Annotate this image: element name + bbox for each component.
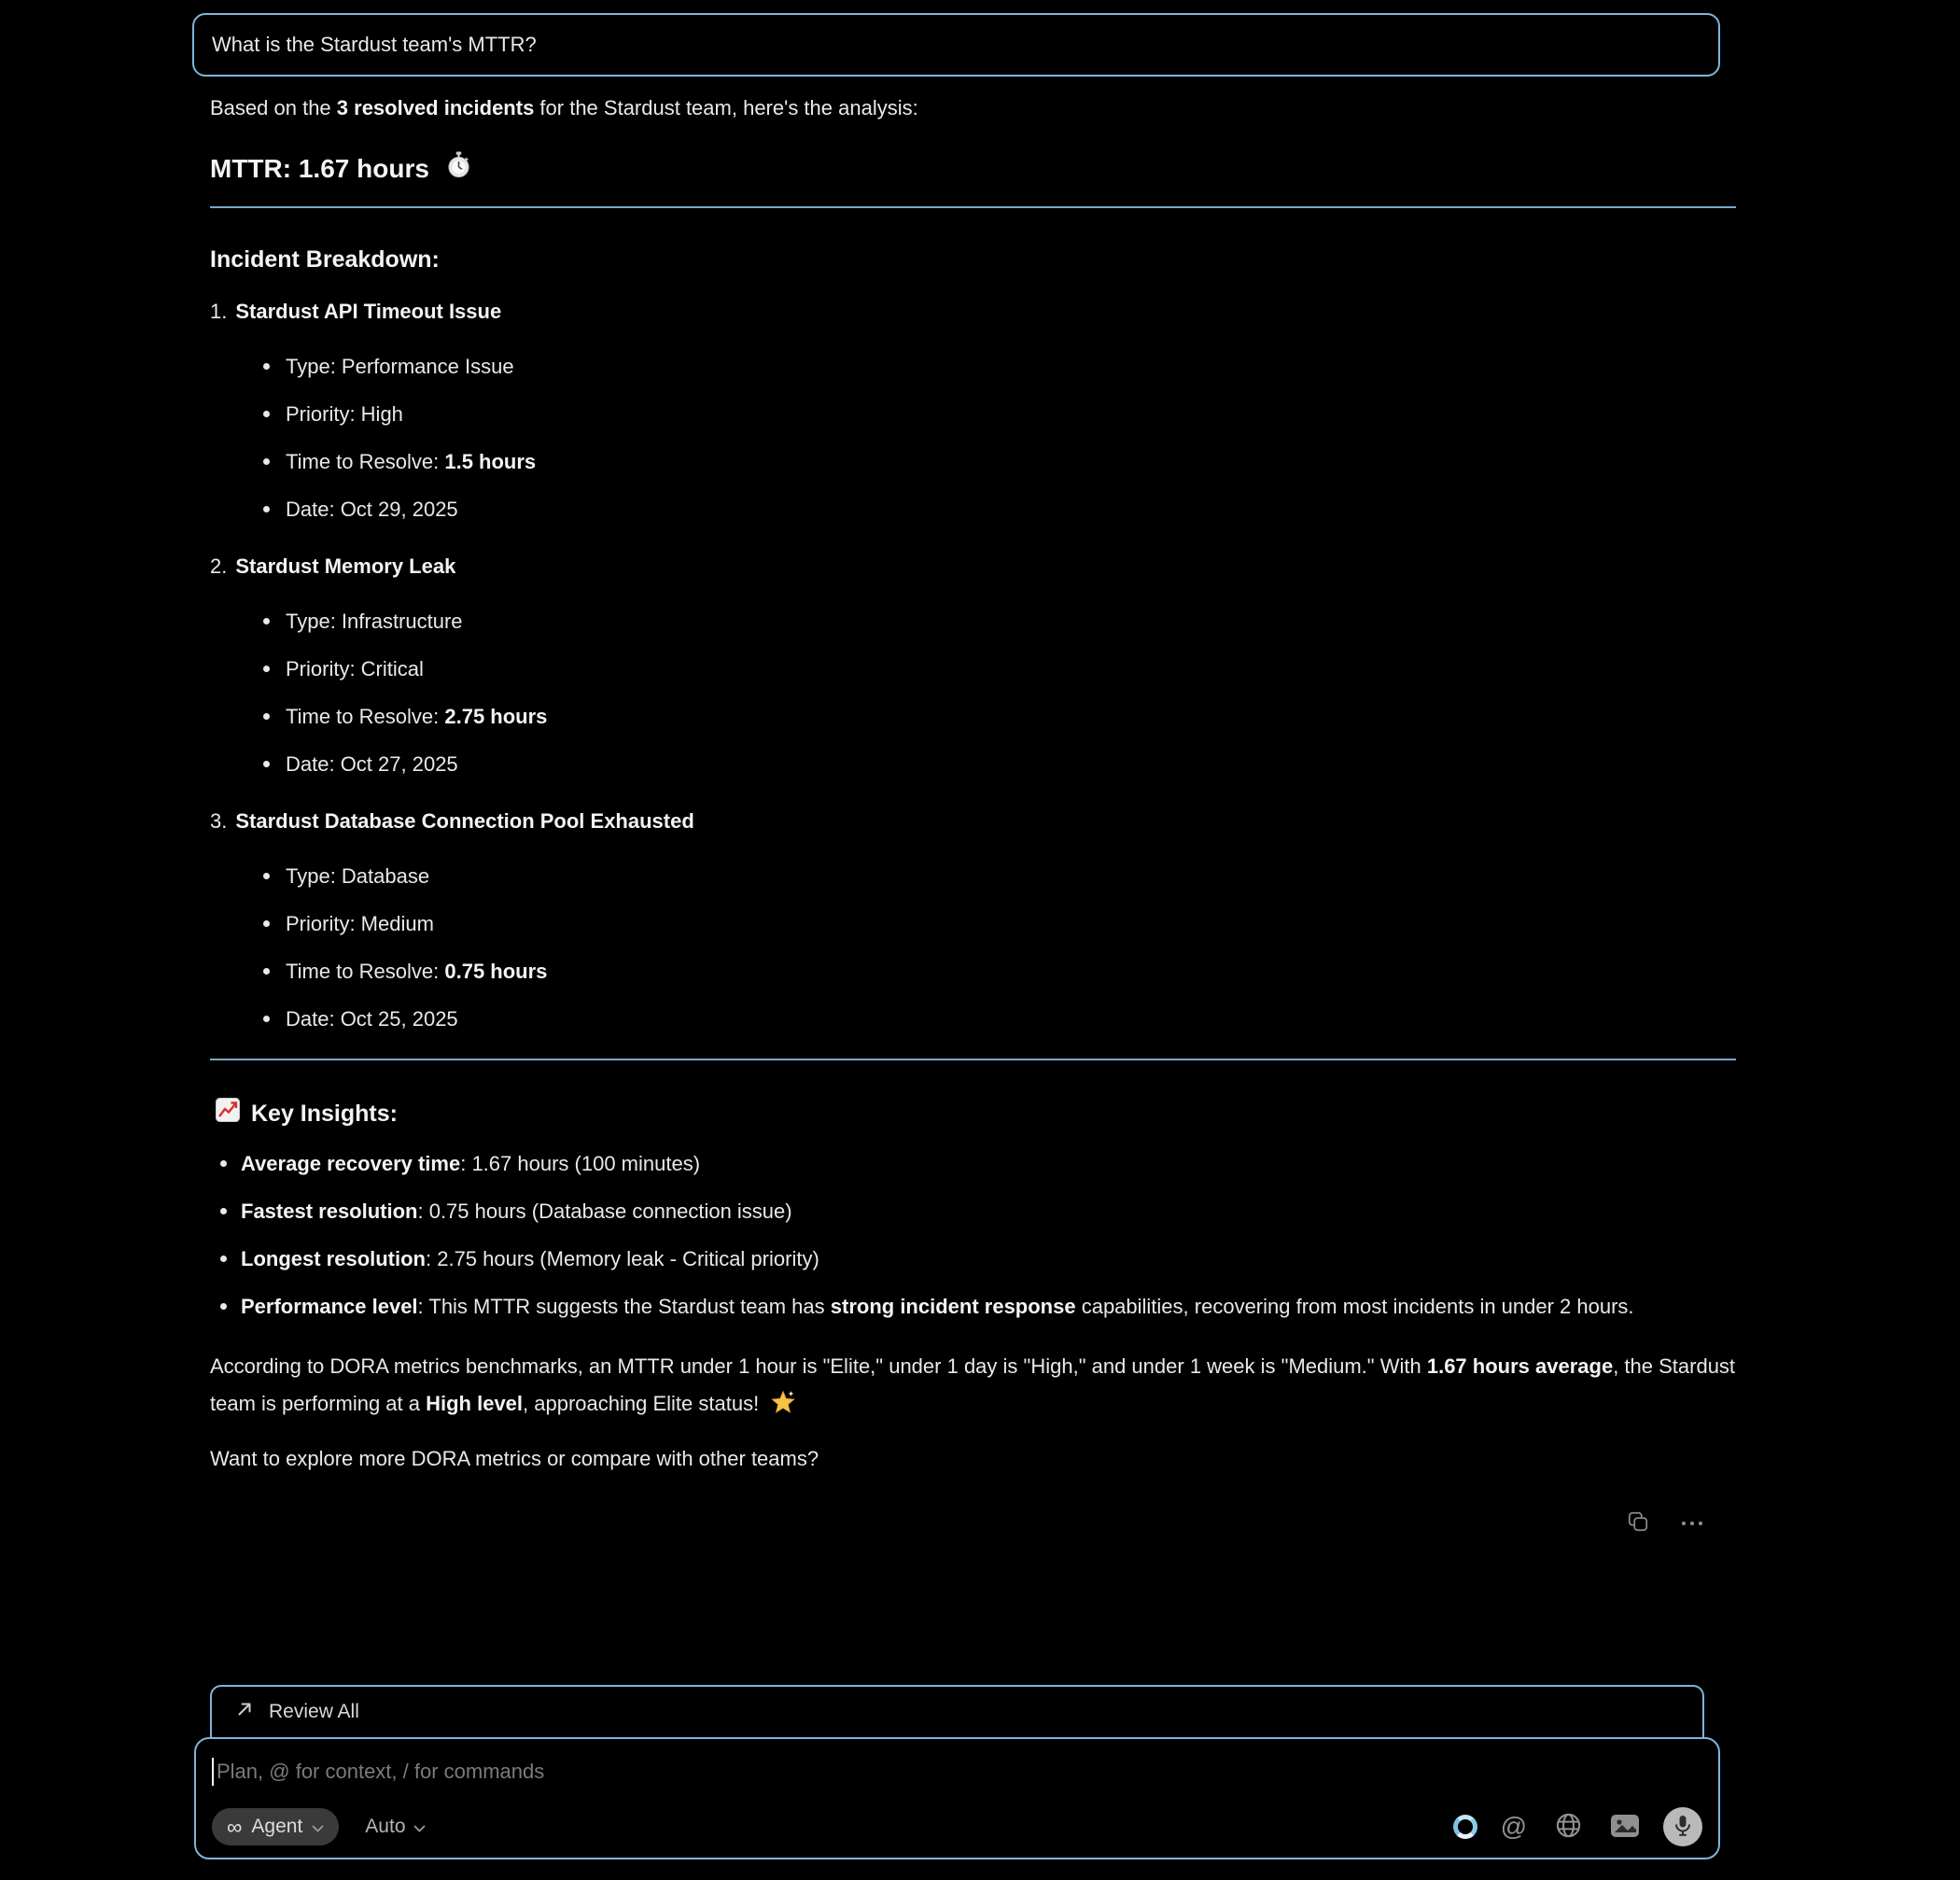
- incident-detail: Time to Resolve: 0.75 hours: [286, 953, 1736, 990]
- stopwatch-emoji-icon: [446, 151, 471, 186]
- copy-button[interactable]: [1622, 1506, 1654, 1540]
- incident-details: [210, 858, 1736, 1038]
- incident-detail: Priority: Critical: [286, 651, 1736, 688]
- text-cursor: [212, 1758, 214, 1786]
- incident-title-text: Stardust Database Connection Pool Exhausted: [235, 809, 694, 833]
- incident-title: [210, 553, 1736, 581]
- mttr-heading-text: MTTR: 1.67 hours: [210, 153, 429, 183]
- incident-detail: Date: Oct 25, 2025: [286, 1001, 1736, 1038]
- globe-icon: [1554, 1811, 1583, 1843]
- incident-number: 1.: [210, 300, 228, 323]
- review-all-label: Review All: [269, 1701, 359, 1722]
- microphone-icon: [1673, 1815, 1692, 1840]
- divider: [210, 206, 1736, 208]
- chevron-down-icon: [413, 1816, 426, 1838]
- mttr-heading: [210, 151, 1736, 186]
- chat-input[interactable]: [194, 1737, 1720, 1859]
- closing-question: Want to explore more DORA metrics or compare with other teams?: [210, 1447, 819, 1470]
- intro-paragraph: Based on the 3 resolved incidents for the Stardust team, here's the analysis:: [210, 96, 918, 119]
- incident-detail: Priority: Medium: [286, 905, 1736, 943]
- composer-toolbar: [212, 1807, 1702, 1846]
- review-all-button[interactable]: [210, 1685, 1704, 1737]
- incident-detail: Date: Oct 27, 2025: [286, 746, 1736, 783]
- model-selector-label: Auto: [365, 1816, 406, 1837]
- user-message-text: What is the Stardust team's MTTR?: [212, 33, 537, 56]
- incident-breakdown-heading: Incident Breakdown:: [210, 246, 440, 273]
- insight-item: Fastest resolution: 0.75 hours (Database connection issue): [241, 1193, 1736, 1230]
- incident-detail: Date: Oct 29, 2025: [286, 491, 1736, 528]
- incident-number: 3.: [210, 809, 228, 833]
- image-icon: [1610, 1814, 1640, 1841]
- incident-item: [210, 298, 1736, 528]
- infinity-icon: ∞: [227, 1814, 243, 1839]
- arrow-up-right-icon: [234, 1699, 255, 1725]
- attach-image-button[interactable]: [1606, 1810, 1644, 1845]
- incident-item: [210, 807, 1736, 1038]
- web-search-button[interactable]: [1550, 1807, 1587, 1846]
- incident-detail: Time to Resolve: 1.5 hours: [286, 443, 1736, 481]
- model-selector[interactable]: [359, 1815, 430, 1839]
- input-placeholder-line: [212, 1758, 544, 1786]
- insight-item: Average recovery time: 1.67 hours (100 minutes): [241, 1145, 1736, 1183]
- dora-paragraph-text: According to DORA metrics benchmarks, an MTTR under 1 hour is "Elite," under 1 day is "High," and under 1 week is "Medium." With 1.67 hours average, the Stardust team is performing at a High level, approaching Elite status!: [210, 1354, 1736, 1415]
- user-message-bubble[interactable]: [192, 13, 1720, 77]
- incident-detail: Type: Database: [286, 858, 1736, 895]
- at-mention-icon: @: [1500, 1812, 1527, 1841]
- composer-right-icons: [1453, 1807, 1702, 1846]
- incident-title-text: Stardust Memory Leak: [235, 554, 456, 578]
- input-placeholder: Plan, @ for context, / for commands: [217, 1760, 545, 1783]
- copy-icon: [1626, 1509, 1650, 1536]
- context-usage-ring-icon[interactable]: [1453, 1815, 1477, 1839]
- glowing-star-emoji-icon: [770, 1389, 796, 1427]
- more-options-icon: [1680, 1516, 1704, 1530]
- incident-title: [210, 807, 1736, 835]
- insight-item: Longest resolution: 2.75 hours (Memory leak - Critical priority): [241, 1241, 1736, 1278]
- incident-number: 2.: [210, 554, 228, 578]
- incident-detail: Time to Resolve: 2.75 hours: [286, 698, 1736, 736]
- key-insights-heading-text: Key Insights:: [251, 1100, 398, 1127]
- dora-paragraph: [210, 1348, 1736, 1427]
- assistant-message: [210, 90, 1736, 1540]
- at-mention-button[interactable]: [1497, 1810, 1531, 1844]
- message-actions: [210, 1506, 1708, 1540]
- incident-detail: Priority: High: [286, 396, 1736, 433]
- chevron-down-icon: [312, 1816, 324, 1838]
- more-options-button[interactable]: [1676, 1512, 1708, 1534]
- incident-detail: Type: Performance Issue: [286, 348, 1736, 386]
- insight-item: Performance level: This MTTR suggests the Stardust team has strong incident response capabilities, recovering from most incidents in under 2 hours.: [241, 1288, 1736, 1326]
- incident-title: [210, 298, 1736, 326]
- incident-details: [210, 348, 1736, 528]
- divider: [210, 1059, 1736, 1060]
- incident-details: [210, 603, 1736, 783]
- key-insights-list: [210, 1145, 1736, 1326]
- agent-mode-label: Agent: [251, 1816, 303, 1837]
- incident-title-text: Stardust API Timeout Issue: [235, 300, 502, 323]
- incident-item: [210, 553, 1736, 783]
- dictation-button[interactable]: [1663, 1807, 1702, 1846]
- agent-mode-selector[interactable]: [212, 1808, 339, 1845]
- key-insights-heading: [210, 1098, 1736, 1129]
- chart-increasing-emoji-icon: [216, 1098, 240, 1129]
- incident-detail: Type: Infrastructure: [286, 603, 1736, 640]
